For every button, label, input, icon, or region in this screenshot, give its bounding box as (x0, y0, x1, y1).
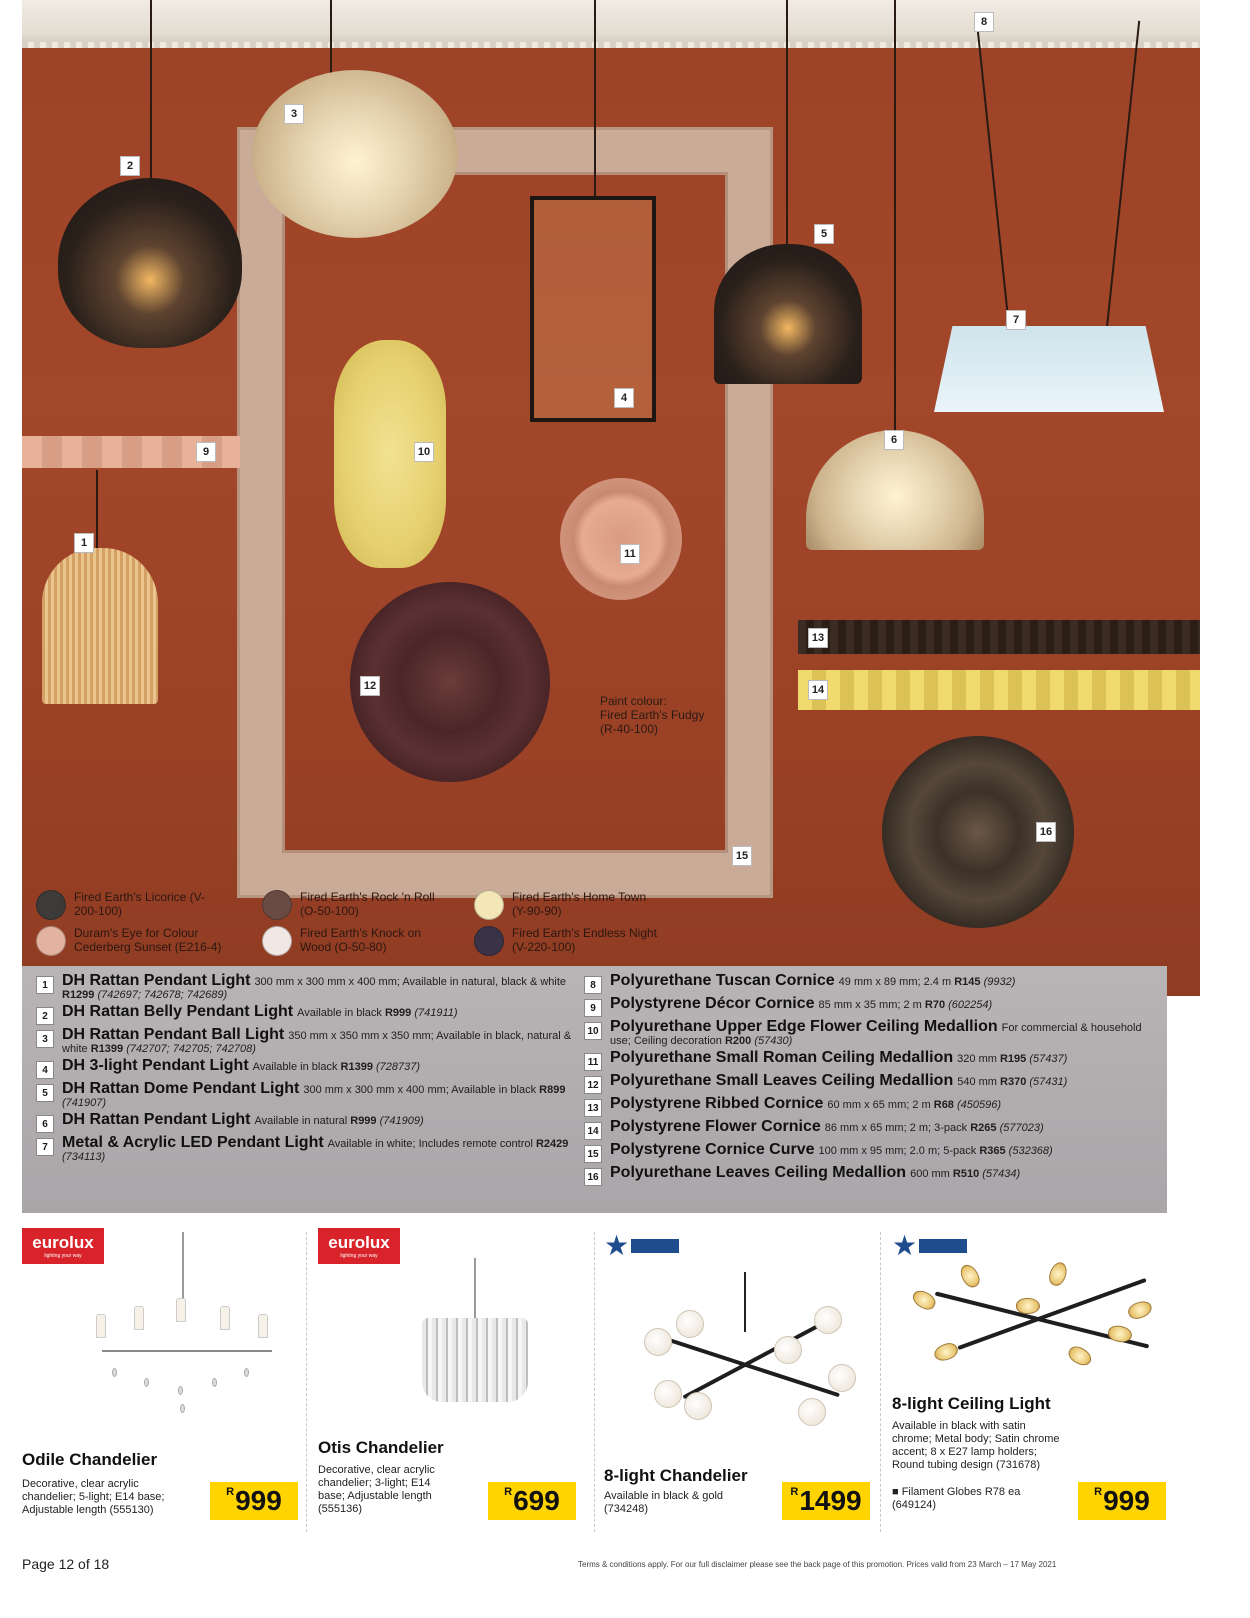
cord (330, 0, 332, 80)
stem (474, 1258, 476, 1318)
rattan-pendant-light-1 (42, 548, 158, 704)
globe (654, 1380, 682, 1408)
cord (786, 0, 788, 246)
list-item: 9 Polystyrene Décor Cornice 85 mm x 35 mm; 2 m R70 (602254) (584, 997, 1160, 1017)
rod (682, 1321, 825, 1400)
list-item: 7 Metal & Acrylic LED Pendant Light Available in white; Includes remote control R2429 (734113) (36, 1136, 576, 1164)
product-tile-8-light-ceiling-light[interactable]: ★ 8-light Ceiling Light Available in black with satin chrome; Metal body; Satin chrome accent; 8 x E27 lamp holders; Round tubing design (731678) ■ Filament Globes R78 ea (649124) R 999 (892, 1228, 1188, 1528)
product-tile-8-light-chandelier[interactable]: ★ 8-light Chandelier Available in black & gold (734248) R 1499 (604, 1228, 872, 1528)
odile-chandelier-image (82, 1228, 302, 1428)
candle (134, 1306, 144, 1330)
terms-text: Terms & conditions apply. For our full disclaimer please see the back page of this promotion. Prices valid from 23 March – 17 May 2021 (578, 1560, 1057, 1569)
marker-2: 2 (120, 156, 140, 176)
marker-7: 7 (1006, 310, 1026, 330)
rattan-pendant-ball-light (252, 70, 458, 238)
crystal (180, 1404, 185, 1413)
star-icon: ★ (892, 1230, 918, 1261)
list-item: 15 Polystyrene Cornice Curve 100 mm x 95 mm; 2.0 m; 5-pack R365 (532368) (584, 1143, 1160, 1163)
marker-5: 5 (814, 224, 834, 244)
marker-10: 10 (414, 442, 434, 462)
small-roman-medallion (560, 478, 682, 600)
product-list-right (584, 974, 1160, 1189)
product-tile-odile[interactable]: eurolux lighting your way Odile Chandelier Decorative, clear acrylic chandelier; 5-light; E14 base; Adjustable length (555130) R 999 (22, 1228, 298, 1528)
ribbed-cornice (798, 620, 1200, 654)
rattan-dome-pendant-light (714, 244, 862, 384)
price-tag: R 999 (210, 1482, 298, 1520)
list-item: 12 Polyurethane Small Leaves Ceiling Medallion 540 mm R370 (57431) (584, 1074, 1160, 1094)
price-tag: R 699 (488, 1482, 576, 1520)
marker-3: 3 (284, 104, 304, 124)
filament-bulb (932, 1340, 960, 1363)
cord (96, 470, 98, 550)
small-leaves-medallion (350, 582, 550, 782)
paint-colour-note: Paint colour: Fired Earth's Fudgy (R-40-100) (600, 694, 705, 736)
filament-bulb (1126, 1298, 1154, 1321)
swatch-endless-night: Fired Earth's Endless Night (V-220-100) (474, 926, 662, 956)
filament-bulb (957, 1262, 983, 1291)
swatch-rock-n-roll: Fired Earth's Rock 'n Roll (O-50-100) (262, 890, 450, 920)
led-pendant-light (934, 326, 1164, 412)
candle (96, 1314, 106, 1338)
colour-dot (36, 890, 66, 920)
list-item: 4 DH 3-light Pendant Light Available in black R1399 (728737) (36, 1059, 576, 1079)
crystal (112, 1368, 117, 1377)
candle (176, 1298, 186, 1322)
logo-bar (631, 1239, 679, 1253)
marker-9: 9 (196, 442, 216, 462)
filament-bulb (1046, 1260, 1069, 1288)
marker-6: 6 (884, 430, 904, 450)
picture-frame-moulding (240, 130, 770, 895)
marker-16: 16 (1036, 822, 1056, 842)
swatch-cederberg-sunset: Duram's Eye for Colour Cederberg Sunset (E216-4) (36, 926, 224, 956)
price-tag: R 999 (1078, 1482, 1166, 1520)
marker-12: 12 (360, 676, 380, 696)
cord (976, 21, 1010, 330)
colour-dot (474, 890, 504, 920)
marker-13: 13 (808, 628, 828, 648)
stem (744, 1272, 746, 1332)
list-item: 14 Polystyrene Flower Cornice 86 mm x 65 mm; 2 m; 3-pack R265 (577023) (584, 1120, 1160, 1140)
list-item: 5 DH Rattan Dome Pendant Light 300 mm x 300 mm x 400 mm; Available in black R899 (741907) (36, 1082, 576, 1110)
list-item: 11 Polyurethane Small Roman Ceiling Medallion 320 mm R195 (57437) (584, 1051, 1160, 1071)
swatch-knock-on-wood: Fired Earth's Knock on Wood (O-50-80) (262, 926, 450, 956)
filament-bulb (1066, 1343, 1095, 1369)
globe (676, 1310, 704, 1338)
filament-bulb (1016, 1298, 1040, 1314)
globe (644, 1328, 672, 1356)
cord (894, 0, 896, 432)
8-light-chandelier-image (614, 1268, 870, 1458)
product-tile-otis[interactable]: eurolux lighting your way Otis Chandelier Decorative, clear acrylic chandelier; 3-light; E14 base; Adjustable length (555136) R 699 (318, 1228, 586, 1528)
marker-15: 15 (732, 846, 752, 866)
top-cornice (22, 0, 1200, 48)
rattan-belly-pendant-light (58, 178, 242, 348)
candle (220, 1306, 230, 1330)
globe (814, 1306, 842, 1334)
product-list-left (36, 974, 576, 1167)
arm (102, 1350, 272, 1352)
eurolux-logo: eurolux lighting your way (22, 1228, 104, 1264)
paint-swatches (22, 884, 702, 966)
list-item: 6 DH Rattan Pendant Light Available in natural R999 (741909) (36, 1113, 576, 1133)
crystal-shade (422, 1318, 528, 1402)
eurolux-logo: eurolux lighting your way (318, 1228, 400, 1264)
colour-dot (36, 926, 66, 956)
hero-photo (22, 0, 1200, 996)
cord (594, 0, 596, 196)
colour-dot (262, 926, 292, 956)
cord (150, 0, 152, 180)
star-lighting-logo (604, 1228, 682, 1264)
rod (658, 1335, 840, 1398)
colour-dot (262, 890, 292, 920)
logo-bar (919, 1239, 967, 1253)
crystal (178, 1386, 183, 1395)
list-item: 1 DH Rattan Pendant Light 300 mm x 300 mm x 400 mm; Available in natural, black & white R1299 (742697; 742678; 742689) (36, 974, 576, 1002)
three-light-pendant (530, 196, 656, 422)
filament-bulb (910, 1287, 939, 1313)
globe (774, 1336, 802, 1364)
star-icon: ★ (604, 1230, 630, 1261)
list-item: 13 Polystyrene Ribbed Cornice 60 mm x 65 mm; 2 m R68 (450596) (584, 1097, 1160, 1117)
crystal (212, 1378, 217, 1387)
list-item: 3 DH Rattan Pendant Ball Light 350 mm x 350 mm x 350 mm; Available in black, natural & white R1399 (742707; 742705; 742708) (36, 1028, 576, 1056)
otis-chandelier-image (414, 1258, 534, 1418)
crystal (244, 1368, 249, 1377)
swatch-home-town: Fired Earth's Home Town (Y-90-90) (474, 890, 662, 920)
ceiling-light-image (902, 1258, 1172, 1388)
cord (1106, 21, 1140, 330)
swatch-licorice: Fired Earth's Licorice (V-200-100) (36, 890, 224, 920)
marker-14: 14 (808, 680, 828, 700)
marker-11: 11 (620, 544, 640, 564)
list-item: 16 Polyurethane Leaves Ceiling Medallion 600 mm R510 (57434) (584, 1166, 1160, 1186)
divider (880, 1232, 881, 1532)
crystal (144, 1378, 149, 1387)
list-item: 2 DH Rattan Belly Pendant Light Available in black R999 (741911) (36, 1005, 576, 1025)
list-item: 10 Polyurethane Upper Edge Flower Ceiling Medallion For commercial & household use; Ceiling decoration R200 (57430) (584, 1020, 1160, 1048)
divider (594, 1232, 595, 1532)
list-item: 8 Polyurethane Tuscan Cornice 49 mm x 89 mm; 2.4 m R145 (9932) (584, 974, 1160, 994)
product-list (22, 966, 1167, 1213)
globe (798, 1398, 826, 1426)
colour-dot (474, 926, 504, 956)
flower-cornice (798, 670, 1200, 710)
globe (684, 1392, 712, 1420)
page-number: Page 12 of 18 (22, 1556, 110, 1572)
marker-8: 8 (974, 12, 994, 32)
marker-4: 4 (614, 388, 634, 408)
marker-1: 1 (74, 533, 94, 553)
divider (306, 1232, 307, 1532)
candle (258, 1314, 268, 1338)
price-tag: R 1499 (782, 1482, 870, 1520)
globe (828, 1364, 856, 1392)
